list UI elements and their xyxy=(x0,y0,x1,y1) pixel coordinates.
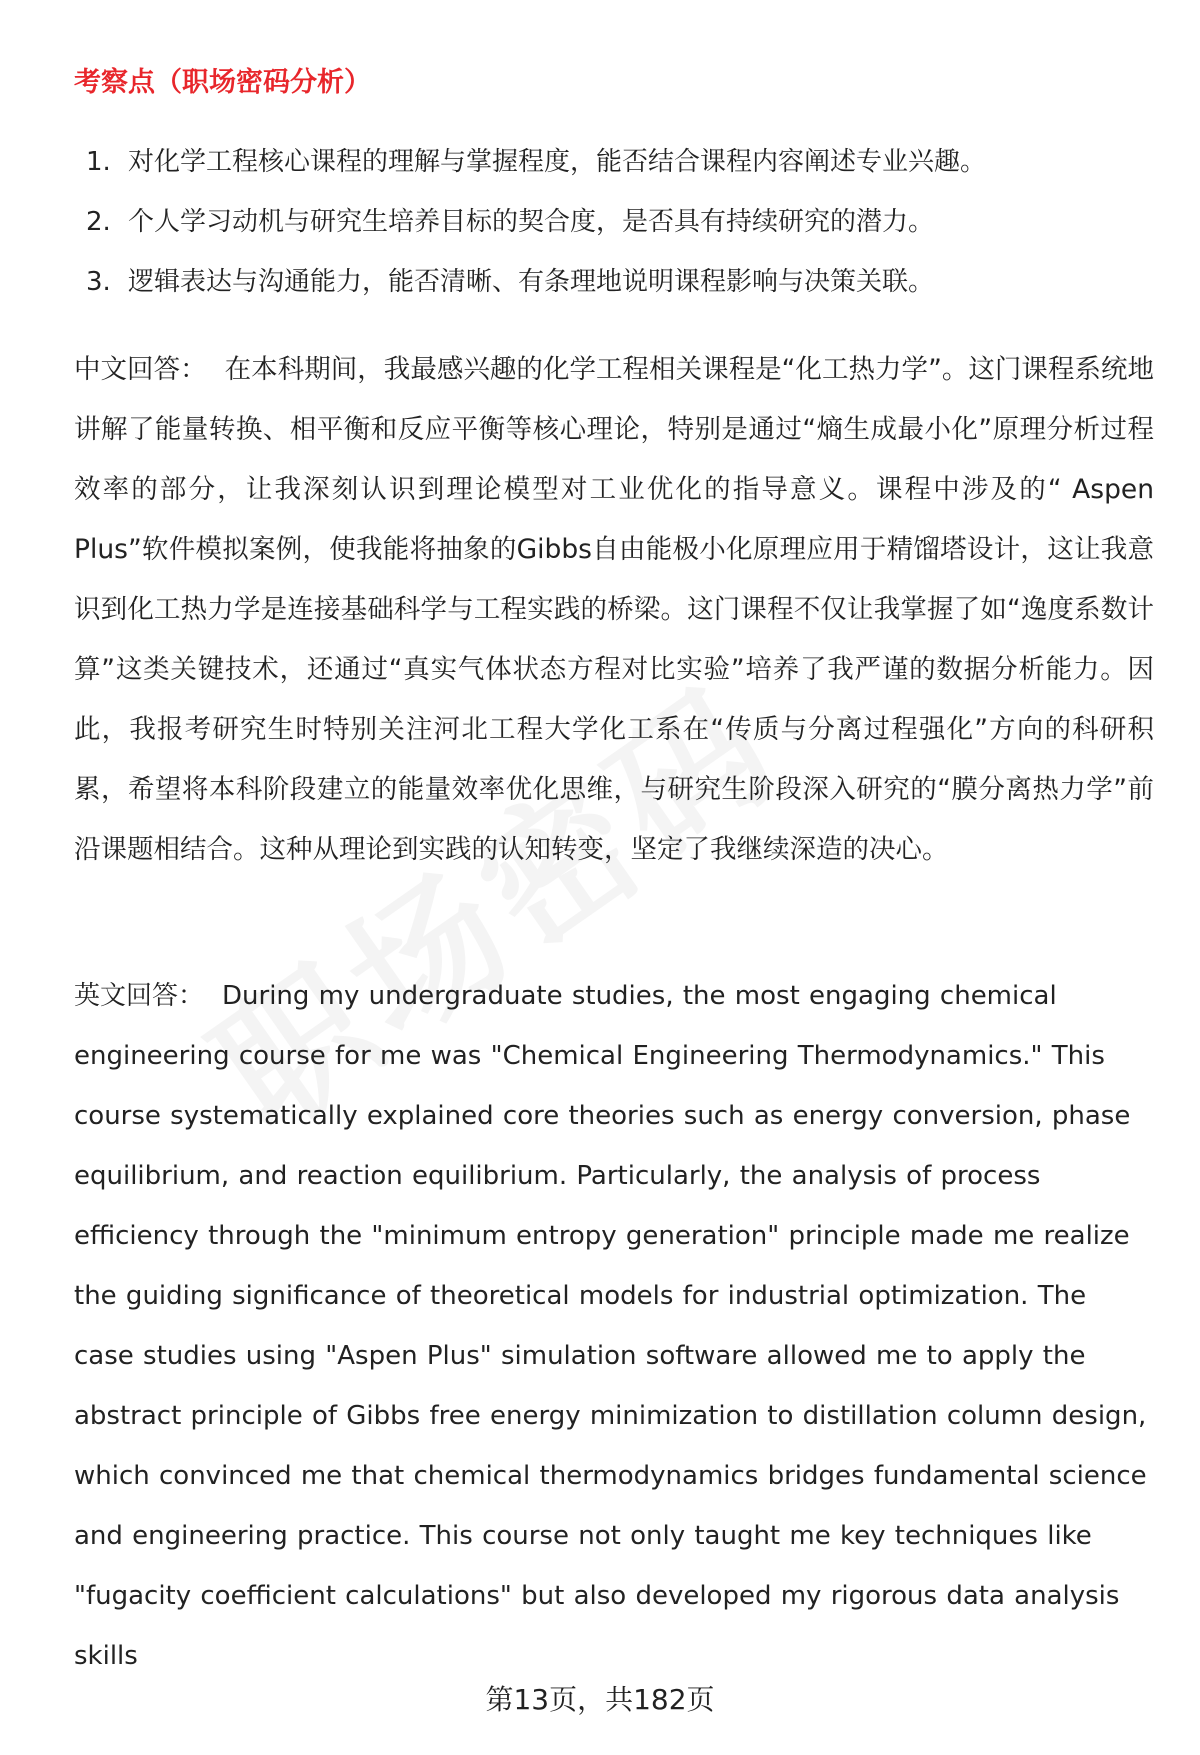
list-text: 逻辑表达与沟通能力，能否清晰、有条理地说明课程影响与决策关联。 xyxy=(128,267,935,297)
english-answer-text: During my undergraduate studies, the most engaging chemical engineering course for me was "Chemical Engineering Thermodynamics." This course systematically explained core theories such as energy conversion, phase equilibrium, and reaction equilibrium. Particularly, the analysis of process efficiency through the "minimum entropy generation" principle made me realize the guiding significance of theoretical models for industrial optimization. The case studies using "Aspen Plus" simulation software allowed me to apply the abstract principle of Gibbs free energy minimization to distillation column design, which convinced me that chemical thermodynamics bridges fundamental science and engineering practice. This course not only taught me key techniques like "fugacity coefficient calculations" but also developed my rigorous data analysis skills xyxy=(74,981,1147,1671)
chinese-answer xyxy=(74,340,1154,880)
list-item xyxy=(74,192,1144,252)
page-footer: 第13页，共182页 xyxy=(485,1683,715,1716)
list-number: 1. xyxy=(86,147,111,177)
section-title: 考察点（职场密码分析） xyxy=(74,67,371,98)
english-answer-label: 英文回答： xyxy=(74,981,205,1011)
list-item xyxy=(74,132,1144,192)
chinese-answer-text: 在本科期间，我最感兴趣的化学工程相关课程是“化工热力学”。这门课程系统地讲解了能量转换、相平衡和反应平衡等核心理论，特别是通过“熵生成最小化”原理分析过程效率的部分，让我深刻认识到理论模型对工业优化的指导意义。课程中涉及的“ Aspen Plus”软件模拟案例，使我能将抽象的Gibbs自由能极小化原理应用于精馏塔设计，这让我意识到化工热力学是连接基础科学与工程实践的桥梁。这门课程不仅让我掌握了如“逸度系数计算”这类关键技术，还通过“真实气体状态方程对比实验”培养了我严谨的数据分析能力。因此，我报考研究生时特别关注河北工程大学化工系在“传质与分离过程强化”方向的科研积累，希望将本科阶段建立的能量效率优化思维，与研究生阶段深入研究的“膜分离热力学”前沿课题相结合。这种从理论到实践的认知转变，坚定了我继续深造的决心。 xyxy=(74,354,1154,865)
list-number: 3. xyxy=(86,267,111,297)
list-text: 对化学工程核心课程的理解与掌握程度，能否结合课程内容阐述专业兴趣。 xyxy=(128,147,987,177)
chinese-answer-label: 中文回答： xyxy=(74,354,207,385)
list-item xyxy=(74,252,1144,312)
list-text: 个人学习动机与研究生培养目标的契合度，是否具有持续研究的潜力。 xyxy=(128,207,935,237)
english-answer xyxy=(74,966,1154,1686)
assessment-points-list xyxy=(74,132,1144,312)
list-number: 2. xyxy=(86,207,111,237)
